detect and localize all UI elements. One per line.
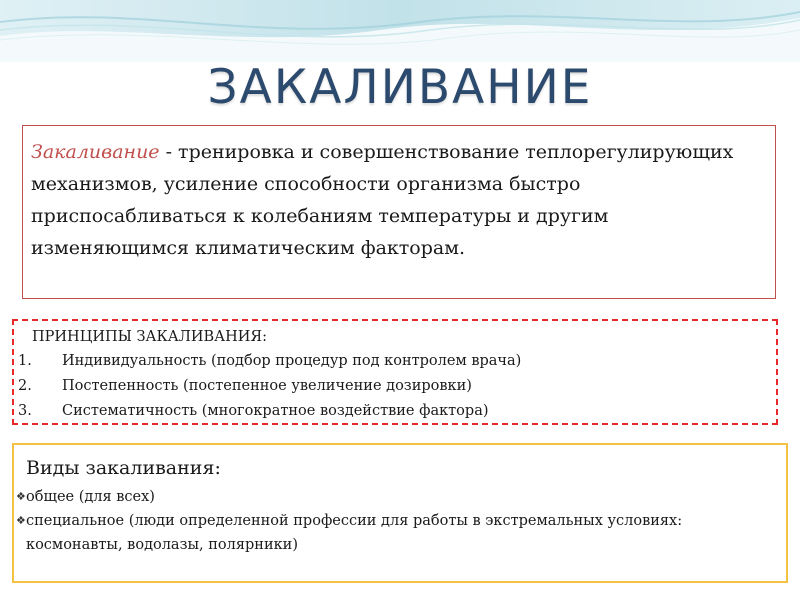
list-item-number: 1. [18,353,32,369]
principles-list [18,349,770,424]
list-item [16,485,776,509]
list-item-text: общее (для всех) [26,489,155,505]
definition-text: - тренировка и совершенствование теплорегулирующих механизмов, усиление способности организма быстро приспосабливаться к колебаниям температуры и другим изменяющимся климатическим факторам. [31,141,734,259]
types-box [12,443,788,583]
list-item-text: Постепенность (постепенное увеличение дозировки) [62,378,472,394]
slide-title: ЗАКАЛИВАНИЕ [207,60,593,115]
list-item-number: 3. [18,403,32,419]
list-item [16,509,776,557]
types-heading: Виды закаливания: [26,457,221,479]
decorative-wave [0,0,800,62]
diamond-bullet-icon: ❖ [16,490,26,503]
list-item [18,374,770,399]
list-item-text: Индивидуальность (подбор процедур под контролем врача) [62,353,522,369]
principles-heading: ПРИНЦИПЫ ЗАКАЛИВАНИЯ: [32,329,267,345]
list-item-text: специальное (люди определенной профессии для работы в экстремальных условиях: космонавты, водолазы, полярники) [26,513,683,553]
list-item [18,399,770,424]
list-item-text: Систематичность (многократное воздействие фактора) [62,403,489,419]
list-item-number: 2. [18,378,32,394]
definition-box [22,125,776,299]
list-item [18,349,770,374]
types-list [16,485,776,557]
principles-box [12,319,778,425]
diamond-bullet-icon: ❖ [16,514,26,527]
definition-term: Закаливание [31,141,160,163]
